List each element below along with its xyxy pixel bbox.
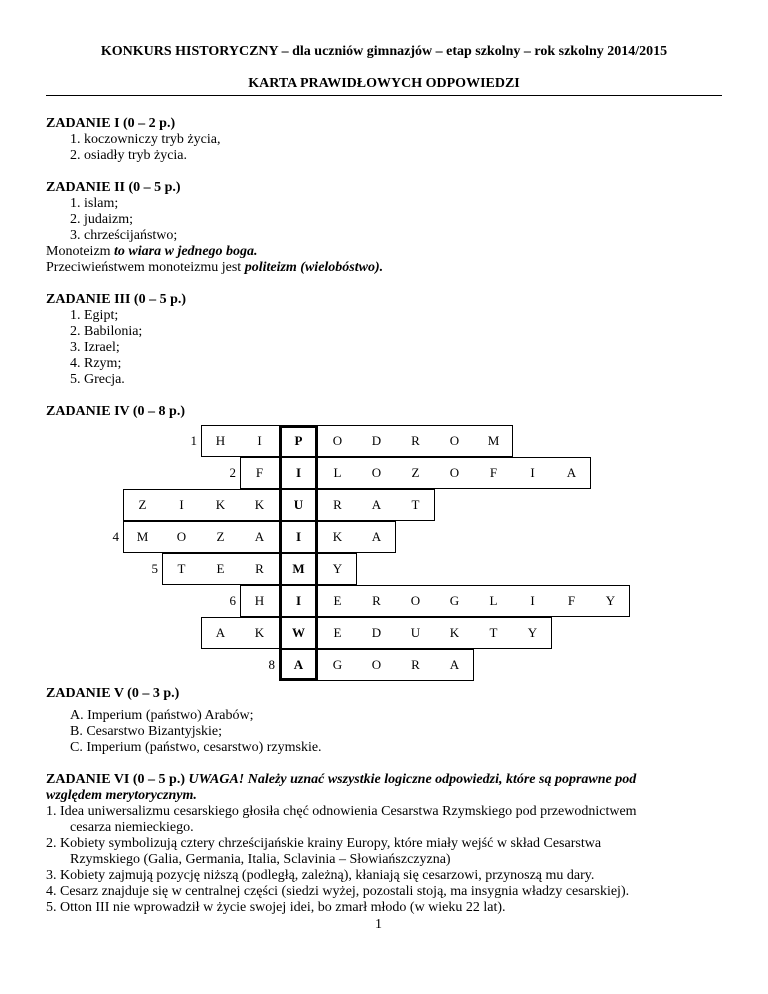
z6-item-1-cont: cesarza niemieckiego.	[70, 820, 194, 835]
z3-item-5: 5. Grecja.	[70, 372, 125, 387]
crossword-number-8: 8	[268, 657, 275, 672]
crossword-row-box	[201, 425, 513, 457]
z1-heading: ZADANIE I (0 – 2 p.)	[46, 116, 176, 131]
crossword-letter: O	[371, 465, 382, 480]
z3-heading: ZADANIE III (0 – 5 p.)	[46, 292, 187, 307]
header-divider	[46, 95, 722, 96]
crossword-letter: A	[371, 529, 382, 544]
crossword-letter: Z	[216, 529, 225, 544]
crossword-letter: A	[449, 657, 460, 672]
crossword-letter: M	[487, 433, 500, 448]
z2-item-3: 3. chrześcijaństwo;	[70, 228, 178, 243]
crossword-letter: F	[489, 465, 498, 480]
crossword-letter: K	[215, 497, 226, 512]
z1-item-1: 1. koczowniczy tryb życia,	[70, 132, 221, 147]
crossword-letter: K	[332, 529, 343, 544]
z3-item-3: 3. Izrael;	[70, 340, 120, 355]
z6-item-3: 3. Kobiety zajmują pozycję niższą (podległą, zależną), kłaniają się cesarzowi, przynoszą mu dary.	[46, 868, 595, 883]
crossword-key-letter: A	[293, 657, 304, 672]
crossword-number-5: 5	[151, 561, 158, 576]
z5-heading: ZADANIE V (0 – 3 p.)	[46, 686, 180, 701]
z6-item-4: 4. Cesarz znajduje się w centralnej części (siedzi wyżej, pozostali stoją, ma insygnia władzy cesarskiej).	[46, 884, 630, 899]
z2-item-1: 1. islam;	[70, 196, 119, 211]
z2-line1-prefix: Monoteizm	[46, 244, 115, 259]
crossword-letter: O	[332, 433, 343, 448]
crossword-number-6: 6	[229, 593, 236, 608]
z2-line1-answer: to wiara w jednego boga.	[114, 244, 258, 259]
crossword-letter: U	[410, 625, 421, 640]
crossword-row-box	[162, 553, 357, 585]
crossword-letter: K	[254, 625, 265, 640]
z6-heading-line	[46, 772, 636, 788]
z1-item-2: 2. osiadły tryb życia.	[70, 148, 188, 163]
crossword-letter: A	[215, 625, 226, 640]
z6-item-2-cont: Rzymskiego (Galia, Germania, Italia, Sclavinia – Słowiańszczyzna)	[70, 852, 451, 867]
crossword-letter: G	[332, 657, 343, 672]
z2-monotheism-line	[46, 244, 258, 260]
crossword-letter: E	[333, 625, 342, 640]
crossword-letter: I	[179, 497, 184, 512]
crossword-letter: L	[333, 465, 342, 480]
z6-note-line1: UWAGA! Należy uznać wszystkie logiczne odpowiedzi, które są poprawne pod	[188, 772, 637, 787]
crossword-letter: E	[216, 561, 225, 576]
crossword-letter: L	[489, 593, 498, 608]
crossword-letter: T	[489, 625, 498, 640]
crossword-letter: O	[449, 433, 460, 448]
crossword-key-letter: I	[295, 465, 302, 480]
document-subtitle: KARTA PRAWIDŁOWYCH ODPOWIEDZI	[248, 76, 520, 91]
crossword-letter: I	[530, 593, 535, 608]
crossword-letter: O	[449, 465, 460, 480]
z2-line2-prefix: Przeciwieństwem monoteizmu jest	[46, 260, 245, 275]
z2-line2-answer: politeizm (wielobóstwo).	[244, 260, 384, 275]
crossword-letter: Z	[138, 497, 147, 512]
crossword-letter: I	[530, 465, 535, 480]
crossword-letter: O	[176, 529, 187, 544]
crossword-letter: T	[177, 561, 186, 576]
crossword-letter: Y	[527, 625, 538, 640]
crossword-letter: R	[411, 657, 420, 672]
z5-item-c: C. Imperium (państwo, cesarstwo) rzymskie.	[70, 740, 322, 755]
crossword-number-2: 2	[229, 465, 236, 480]
crossword-letter: A	[254, 529, 265, 544]
crossword-letter: M	[136, 529, 149, 544]
document-title: KONKURS HISTORYCZNY – dla uczniów gimnazjów – etap szkolny – rok szkolny 2014/2015	[100, 44, 668, 59]
crossword-keyword-column	[279, 425, 318, 681]
crossword-key-letter: M	[292, 561, 305, 576]
crossword-letter: A	[566, 465, 577, 480]
crossword-number-4: 4	[112, 529, 119, 544]
crossword-letter: R	[333, 497, 342, 512]
crossword-letter: F	[255, 465, 264, 480]
crossword-key-letter: P	[294, 433, 303, 448]
crossword-letter: A	[371, 497, 382, 512]
z6-item-1: 1. Idea uniwersalizmu cesarskiego głosiła chęć odnowienia Cesarstwa Rzymskiego pod przewodnictwem	[46, 804, 637, 819]
crossword-row-box	[201, 617, 552, 649]
crossword-letter: R	[372, 593, 381, 608]
crossword-letter: Y	[605, 593, 616, 608]
crossword-key-letter: W	[292, 625, 305, 640]
crossword-row-box	[123, 521, 396, 553]
z3-item-2: 2. Babilonia;	[70, 324, 143, 339]
z6-item-5: 5. Otton III nie wprowadził w życie swojej idei, bo zmarł młodo (w wieku 22 lat).	[46, 900, 506, 915]
z6-heading: ZADANIE VI (0 – 5 p.)	[46, 772, 185, 787]
z2-polytheism-line	[46, 260, 383, 276]
crossword-letter: F	[567, 593, 576, 608]
crossword-letter: D	[371, 625, 382, 640]
crossword-letter: R	[255, 561, 264, 576]
z5-item-b: B. Cesarstwo Bizantyjskie;	[70, 724, 223, 739]
crossword-letter: H	[215, 433, 226, 448]
crossword-letter: T	[411, 497, 420, 512]
z3-item-1: 1. Egipt;	[70, 308, 119, 323]
crossword-letter: I	[257, 433, 262, 448]
z6-item-2: 2. Kobiety symbolizują cztery chrześcijańskie krainy Europy, które miały wejść w skład Cesarstwa	[46, 836, 602, 851]
crossword-letter: D	[371, 433, 382, 448]
crossword-letter: E	[333, 593, 342, 608]
z2-item-2: 2. judaizm;	[70, 212, 133, 227]
crossword-letter: H	[254, 593, 265, 608]
crossword-letter: K	[449, 625, 460, 640]
crossword-key-letter: I	[295, 593, 302, 608]
crossword-key-letter: I	[295, 529, 302, 544]
crossword-number-1: 1	[190, 433, 197, 448]
crossword-key-letter: U	[293, 497, 304, 512]
z6-note-line2: względem merytorycznym.	[46, 788, 197, 803]
page-number: 1	[375, 917, 382, 932]
crossword-letter: Z	[411, 465, 420, 480]
crossword-letter: R	[411, 433, 420, 448]
crossword-letter: O	[410, 593, 421, 608]
crossword-letter: O	[371, 657, 382, 672]
crossword-letter: G	[449, 593, 460, 608]
z3-item-4: 4. Rzym;	[70, 356, 122, 371]
crossword-letter: K	[254, 497, 265, 512]
z5-item-a: A. Imperium (państwo) Arabów;	[70, 708, 254, 723]
crossword-letter: Y	[332, 561, 343, 576]
z4-heading: ZADANIE IV (0 – 8 p.)	[46, 404, 185, 419]
z2-heading: ZADANIE II (0 – 5 p.)	[46, 180, 181, 195]
